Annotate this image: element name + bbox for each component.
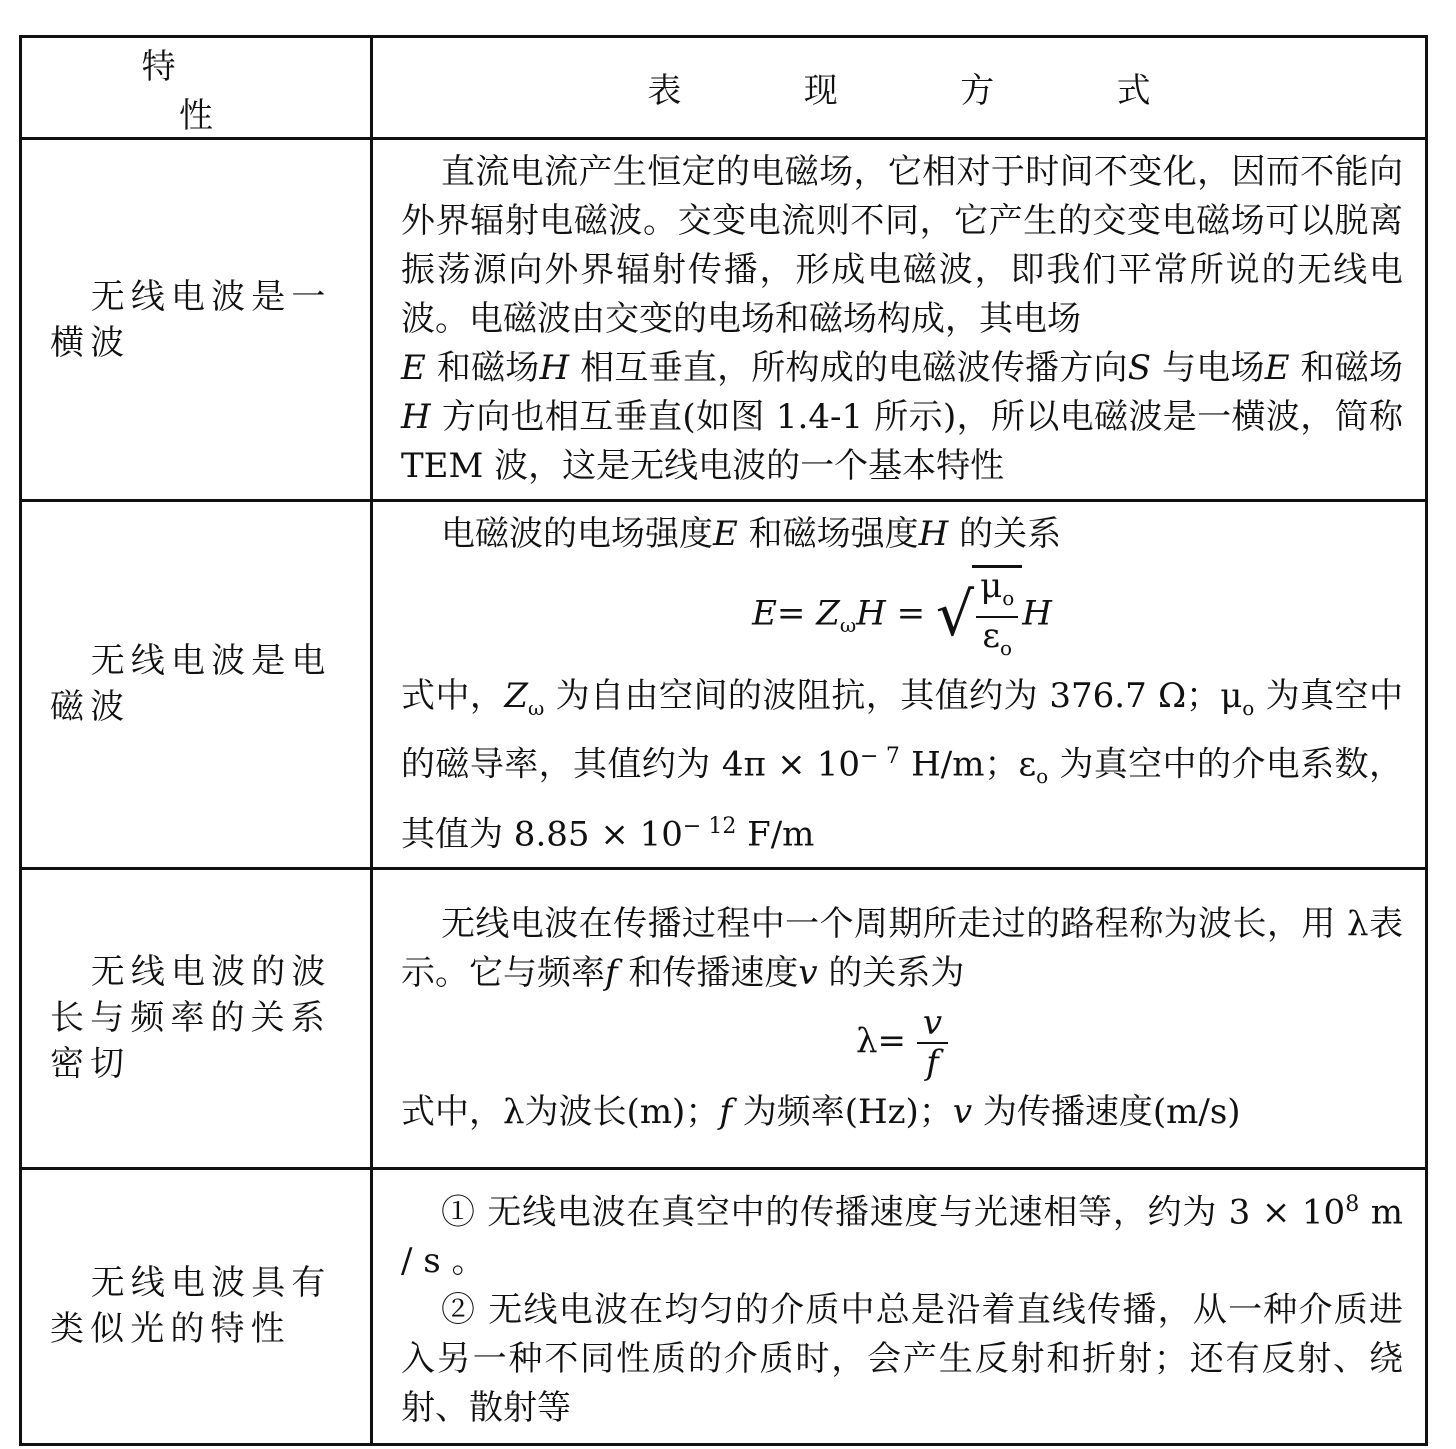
table-row (21, 1168, 1427, 1444)
impedance-formula: $E= Z_\omega H$ = √ $\mu_o$ $\varepsilon_o$ H (401, 565, 1403, 666)
description-cell (372, 868, 1427, 1168)
description-cell (372, 1168, 1427, 1444)
table-row (21, 139, 1427, 501)
description-paragraph: ① 无线电波在真空中的传播速度与光速相等，约为 $3 \times 10^8$ m / s 。 (401, 1191, 1403, 1281)
feature-cell: 无线电波具有类似光的特性 (21, 1168, 372, 1444)
header-description: 表 现 方 式 (372, 37, 1427, 139)
description-paragraph: 式中，$Z_\omega$ 为自由空间的波阻抗，其值约为 376.7 Ω；$\mu_o$ 为真空中的磁导率，其值约为 $4\pi \times 10^{- 7}$ H/m；$\varepsilon_o$ 为真空中的介电系数，其值为 $8.85 \times 10^{- 12}$ F/m (401, 675, 1404, 854)
table-header-row (21, 37, 1427, 139)
description-paragraph: ② 无线电波在均匀的介质中总是沿着直线传播，从一种介质进入另一种不同性质的介质时，会产生反射和折射；还有反射、绕射、散射等 (401, 1290, 1403, 1428)
feature-cell: 无线电波是一横波 (21, 139, 372, 501)
description-paragraph: 式中，λ为波长(m)；f 为频率(Hz)；v 为传播速度(m/s) (401, 1091, 1241, 1132)
table-row (21, 868, 1427, 1168)
description-cell (372, 139, 1427, 501)
description-paragraph: 直流电流产生恒定的电磁场，它相对于时间不变化，因而不能向外界辐射电磁波。交变电流则不同，它产生的交变电磁场可以脱离振荡源向外界辐射传播，形成电磁波，即我们平常所说的无线电波。电磁波由交变的电场和磁场构成，其电场 E 和磁场H 相互垂直，所构成的电磁波传播方向S 与电场E 和磁场H 方向也相互垂直(如图 1.4-1 所示)，所以电磁波是一横波，简称 TEM 波，这是无线电波的一个基本特性 (401, 152, 1403, 486)
description-cell (372, 501, 1427, 869)
table-row (21, 501, 1427, 869)
feature-cell: 无线电波的波长与频率的关系密切 (21, 868, 372, 1168)
wavelength-formula: λ= $\frac{v}{f}$ (401, 1004, 1403, 1082)
description-paragraph: 无线电波在传播过程中一个周期所走过的路程称为波长，用 λ表示。它与频率f 和传播速度v 的关系为 (401, 903, 1403, 993)
square-root: √ $\mu_o$ $\varepsilon_o$ (936, 565, 1022, 666)
description-paragraph: 电磁波的电场强度E 和磁场强度H 的关系 (441, 514, 1062, 554)
characteristics-table (19, 35, 1428, 1446)
feature-cell: 无线电波是电磁波 (21, 501, 372, 869)
header-feature: 特 性 (21, 37, 372, 139)
fraction: $\frac{v}{f}$ (917, 1004, 948, 1082)
